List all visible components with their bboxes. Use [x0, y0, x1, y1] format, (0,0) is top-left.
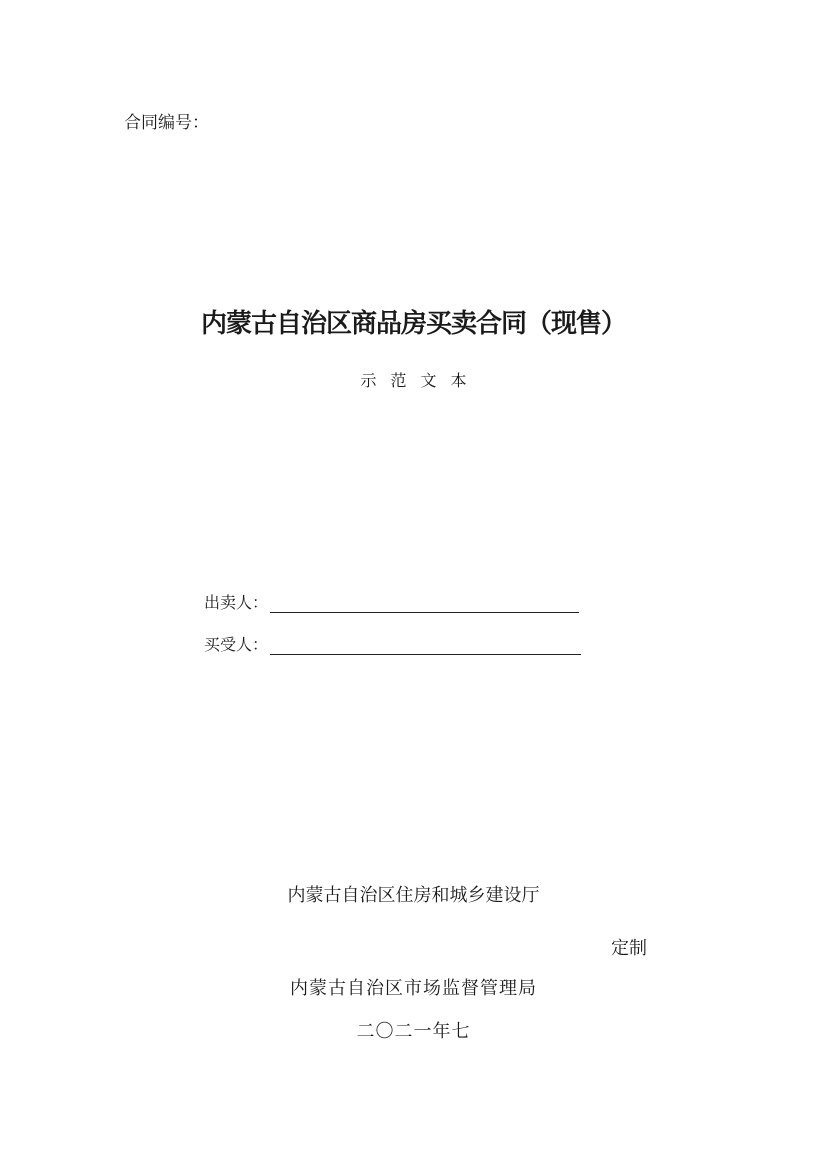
seller-row [204, 590, 579, 613]
buyer-row [204, 632, 581, 655]
contract-number-label: 合同编号： [124, 113, 209, 133]
document-title: 内蒙古自治区商品房买卖合同（现售） [200, 309, 626, 339]
buyer-label: 买受人： [204, 635, 269, 654]
buyer-blank-line[interactable] [270, 636, 581, 655]
document-subtitle: 示范文本 [360, 371, 481, 390]
issued-label: 定制 [611, 938, 647, 959]
seller-blank-line[interactable] [270, 594, 579, 613]
issuing-org-market: 内蒙古自治区市场监督管理局 [290, 978, 537, 999]
seller-label: 出卖人： [204, 593, 269, 612]
issue-date: 二〇二一年七 [356, 1021, 471, 1042]
issuing-org-housing: 内蒙古自治区住房和城乡建设厅 [287, 885, 540, 906]
